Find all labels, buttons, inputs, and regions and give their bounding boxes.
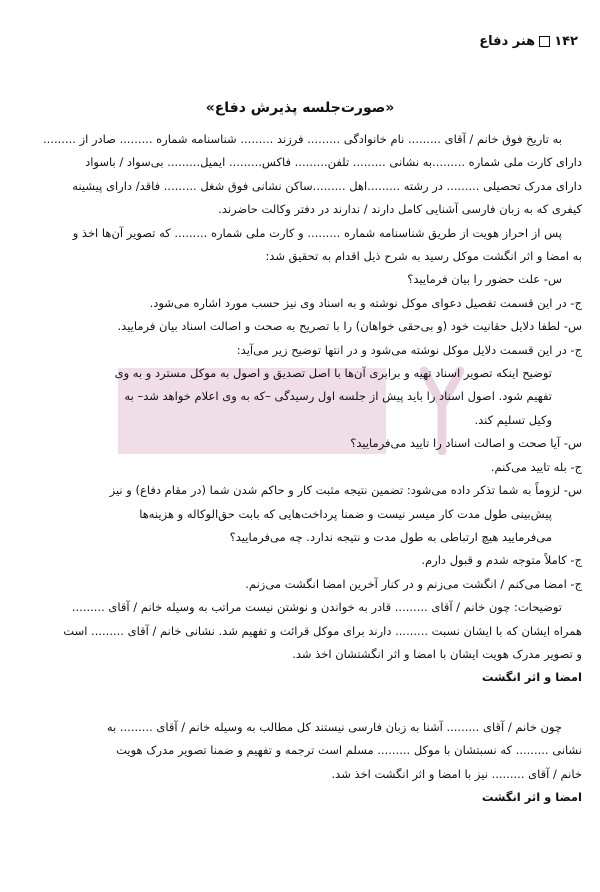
- text-line: پس از احراز هویت از طریق شناسنامه شماره ......... و کارت ملی شماره ......... که تصویر آن‌ها اخذ و: [72, 225, 562, 240]
- text-line: همراه ایشان که با ایشان نسبت ......... دارند برای موکل قرائت و تفهیم شد. نشانی خانم / آقای ......... است: [63, 623, 582, 638]
- page-number: ۱۴۲: [554, 34, 578, 49]
- answer-line: ج- کاملاً متوجه شدم و قبول دارم.: [421, 553, 582, 568]
- question-line: س- آیا صحت و اصالت اسناد را تایید می‌فرمایید؟: [350, 436, 582, 451]
- answer-line: ج- بله تایید می‌کنم.: [490, 459, 582, 474]
- text-line: خانم / آقای ......... نیز با امضا و اثر انگشت اخذ شد.: [331, 766, 582, 781]
- text-line: تفهیم شود. اصول اسناد را باید پیش از جلسه اول رسیدگی –که به وی اعلام خواهد شد– به: [124, 389, 552, 404]
- document-body: [16, 128, 582, 809]
- text-line: توضیح اینکه تصویر اسناد تهیه و برابری آن‌ها با اصل تصدیق و اصول به موکل مسترد و به وی: [114, 366, 552, 381]
- text-line: دارای مدرک تحصیلی ......... در رشته .........اهل .........ساکن نشانی فوق شغل ......... فاقد/ دارای پیشینه: [72, 178, 582, 193]
- question-line: س- لطفا دلایل حقانیت خود (و بی‌حقی خواهان) را با تصریح به صحت و اصالت اسناد بیان فرمایید.: [117, 319, 582, 334]
- text-line: به امضا و اثر انگشت موکل رسید به شرح ذیل اقدام به تحقیق شد:: [265, 249, 582, 264]
- text-line: چون خانم / آقای ......... آشنا به زبان فارسی نیستند کل مطالب به وسیله خانم / آقای ......... به: [106, 719, 562, 734]
- answer-line: ج- در این قسمت تفصیل دعوای موکل نوشته و به اسناد وی نیز حسب مورد اشاره می‌شود.: [149, 295, 582, 310]
- answer-line: ج- امضا می‌کنم / انگشت می‌زنم و در کنار آخرین امضا انگشت می‌زنم.: [245, 576, 582, 591]
- spacer: [16, 690, 582, 716]
- text-line: می‌فرمایید هیچ ارتباطی به طول مدت و نتیجه ندارد. چه می‌فرمایید؟: [229, 529, 552, 544]
- text-line: نشانی ......... که نسبتشان با موکل ......... مسلم است ترجمه و تفهیم و ضمنا تصویر مدرک هویت: [116, 743, 582, 758]
- page-title: «صورت‌جلسه پذیرش دفاع»: [205, 100, 395, 116]
- book-title: هنر دفاع: [479, 34, 536, 49]
- text-line: توضیحات: چون خانم / آقای ......... قادر به خواندن و نوشتن نیست مراتب به وسیله خانم / آقای .........: [71, 600, 562, 615]
- text-line: دارای کارت ملی شماره .........به نشانی ......... تلفن......... فاکس......... ایمیل......... بی‌سواد / باسواد: [85, 155, 582, 170]
- text-line: وکیل تسلیم کند.: [474, 412, 552, 427]
- question-line: س- علت حضور را بیان فرمایید؟: [407, 272, 562, 287]
- page-header: [479, 34, 578, 49]
- text-line: کیفری که به زبان فارسی آشنایی کامل دارند / ندارند در دفتر وکالت حاضرند.: [218, 202, 582, 217]
- question-line: س- لزوماً به شما تذکر داده می‌شود: تضمین نتیجه مثبت کار و حاکم شدن شما (در مقام دفاع) و نیز: [109, 483, 582, 498]
- text-line: به تاریخ فوق خانم / آقای ......... نام خانوادگی ......... فرزند ......... شناسنامه شماره ......... صادر از .........: [43, 132, 562, 146]
- signature-label: امضا و اثر انگشت: [481, 789, 582, 804]
- text-line: پیش‌بینی طول مدت کار میسر نیست و ضمنا پرداخت‌هایی که بابت حق‌الوکاله و هزینه‌ها: [139, 506, 552, 521]
- signature-label: امضا و اثر انگشت: [481, 670, 582, 685]
- text-line: و تصویر مدرک هویت ایشان با امضا و اثر انگشتشان اخذ شد.: [292, 646, 582, 661]
- answer-line: ج- در این قسمت دلایل موکل نوشته می‌شود و در انتها توضیح زیر می‌آید:: [236, 342, 582, 357]
- square-bullet-icon: [539, 36, 550, 47]
